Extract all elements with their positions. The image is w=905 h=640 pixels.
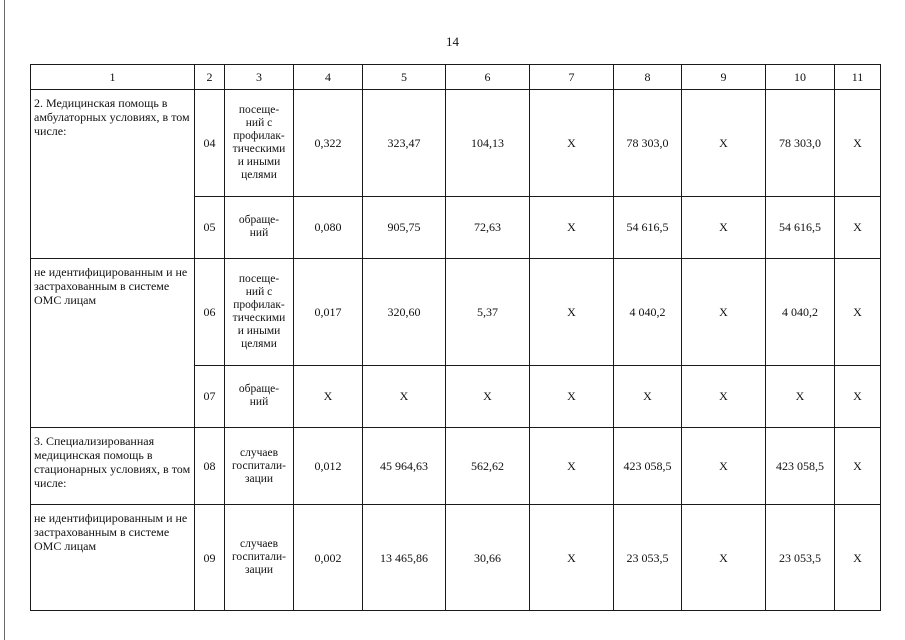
value-cell: 78 303,0 bbox=[614, 90, 682, 197]
value-cell: Х bbox=[530, 90, 614, 197]
header-cell: 10 bbox=[766, 65, 835, 90]
row-code-cell: 06 bbox=[195, 259, 225, 366]
value-cell: Х bbox=[530, 428, 614, 505]
value-cell: 104,13 bbox=[446, 90, 530, 197]
header-cell: 11 bbox=[835, 65, 881, 90]
header-cell: 4 bbox=[294, 65, 363, 90]
value-cell: Х bbox=[682, 90, 766, 197]
value-cell: 0,002 bbox=[294, 505, 363, 611]
table-row bbox=[31, 365, 881, 428]
value-cell: Х bbox=[530, 365, 614, 428]
value-cell: Х bbox=[530, 196, 614, 259]
value-cell: Х bbox=[682, 259, 766, 366]
value-cell: 320,60 bbox=[363, 259, 446, 366]
value-cell: 54 616,5 bbox=[766, 196, 835, 259]
value-cell: 54 616,5 bbox=[614, 196, 682, 259]
value-cell: Х bbox=[682, 196, 766, 259]
value-cell: 0,322 bbox=[294, 90, 363, 197]
header-row bbox=[31, 65, 881, 90]
value-cell: Х bbox=[363, 365, 446, 428]
value-cell: 423 058,5 bbox=[766, 428, 835, 505]
header-cell: 5 bbox=[363, 65, 446, 90]
header-cell: 7 bbox=[530, 65, 614, 90]
data-table bbox=[30, 64, 881, 611]
value-cell: 4 040,2 bbox=[766, 259, 835, 366]
value-cell: 4 040,2 bbox=[614, 259, 682, 366]
row-unit-cell: случаев госпитали- зации bbox=[225, 505, 294, 611]
value-cell: 0,012 bbox=[294, 428, 363, 505]
value-cell: 562,62 bbox=[446, 428, 530, 505]
value-cell: Х bbox=[835, 505, 881, 611]
row-name-cell bbox=[31, 365, 195, 428]
value-cell: Х bbox=[446, 365, 530, 428]
table-row bbox=[31, 259, 881, 366]
value-cell: 0,017 bbox=[294, 259, 363, 366]
value-cell: Х bbox=[835, 428, 881, 505]
table-row bbox=[31, 428, 881, 505]
row-name-cell: не идентифицированным и не застрахованным в системе ОМС лицам bbox=[31, 259, 195, 366]
value-cell: 72,63 bbox=[446, 196, 530, 259]
row-code-cell: 07 bbox=[195, 365, 225, 428]
row-code-cell: 04 bbox=[195, 90, 225, 197]
row-name-cell: не идентифицированным и не застрахованным в системе ОМС лицам bbox=[31, 505, 195, 611]
value-cell: Х bbox=[614, 365, 682, 428]
row-unit-cell: посеще- ний с профилак- тическими и иными целями bbox=[225, 90, 294, 197]
header-cell: 1 bbox=[31, 65, 195, 90]
value-cell: 13 465,86 bbox=[363, 505, 446, 611]
row-name-cell: 3. Специализированная медицинская помощь в стационарных условиях, в том числе: bbox=[31, 428, 195, 505]
value-cell: Х bbox=[835, 196, 881, 259]
row-code-cell: 08 bbox=[195, 428, 225, 505]
row-name-cell: 2. Медицинская помощь в амбулаторных условиях, в том числе: bbox=[31, 90, 195, 197]
table-row bbox=[31, 505, 881, 611]
row-code-cell: 05 bbox=[195, 196, 225, 259]
value-cell: 0,080 bbox=[294, 196, 363, 259]
value-cell: 23 053,5 bbox=[614, 505, 682, 611]
row-unit-cell: случаев госпитали- зации bbox=[225, 428, 294, 505]
table-row bbox=[31, 196, 881, 259]
value-cell: 45 964,63 bbox=[363, 428, 446, 505]
value-cell: Х bbox=[835, 365, 881, 428]
value-cell: Х bbox=[835, 259, 881, 366]
value-cell: Х bbox=[766, 365, 835, 428]
value-cell: 323,47 bbox=[363, 90, 446, 197]
page-left-edge-line bbox=[4, 0, 5, 640]
value-cell: Х bbox=[294, 365, 363, 428]
value-cell: 423 058,5 bbox=[614, 428, 682, 505]
row-code-cell: 09 bbox=[195, 505, 225, 611]
header-cell: 3 bbox=[225, 65, 294, 90]
row-unit-cell: посеще- ний с профилак- тическими и иными целями bbox=[225, 259, 294, 366]
value-cell: 905,75 bbox=[363, 196, 446, 259]
header-cell: 2 bbox=[195, 65, 225, 90]
value-cell: 30,66 bbox=[446, 505, 530, 611]
value-cell: Х bbox=[530, 505, 614, 611]
value-cell: 78 303,0 bbox=[766, 90, 835, 197]
header-cell: 6 bbox=[446, 65, 530, 90]
table-row bbox=[31, 90, 881, 197]
value-cell: Х bbox=[682, 505, 766, 611]
row-name-cell bbox=[31, 196, 195, 259]
value-cell: Х bbox=[530, 259, 614, 366]
page-number: 14 bbox=[446, 34, 459, 49]
value-cell: Х bbox=[682, 428, 766, 505]
header-cell: 9 bbox=[682, 65, 766, 90]
row-unit-cell: обраще- ний bbox=[225, 365, 294, 428]
value-cell: 23 053,5 bbox=[766, 505, 835, 611]
value-cell: 5,37 bbox=[446, 259, 530, 366]
row-unit-cell: обраще- ний bbox=[225, 196, 294, 259]
header-cell: 8 bbox=[614, 65, 682, 90]
value-cell: Х bbox=[835, 90, 881, 197]
value-cell: Х bbox=[682, 365, 766, 428]
